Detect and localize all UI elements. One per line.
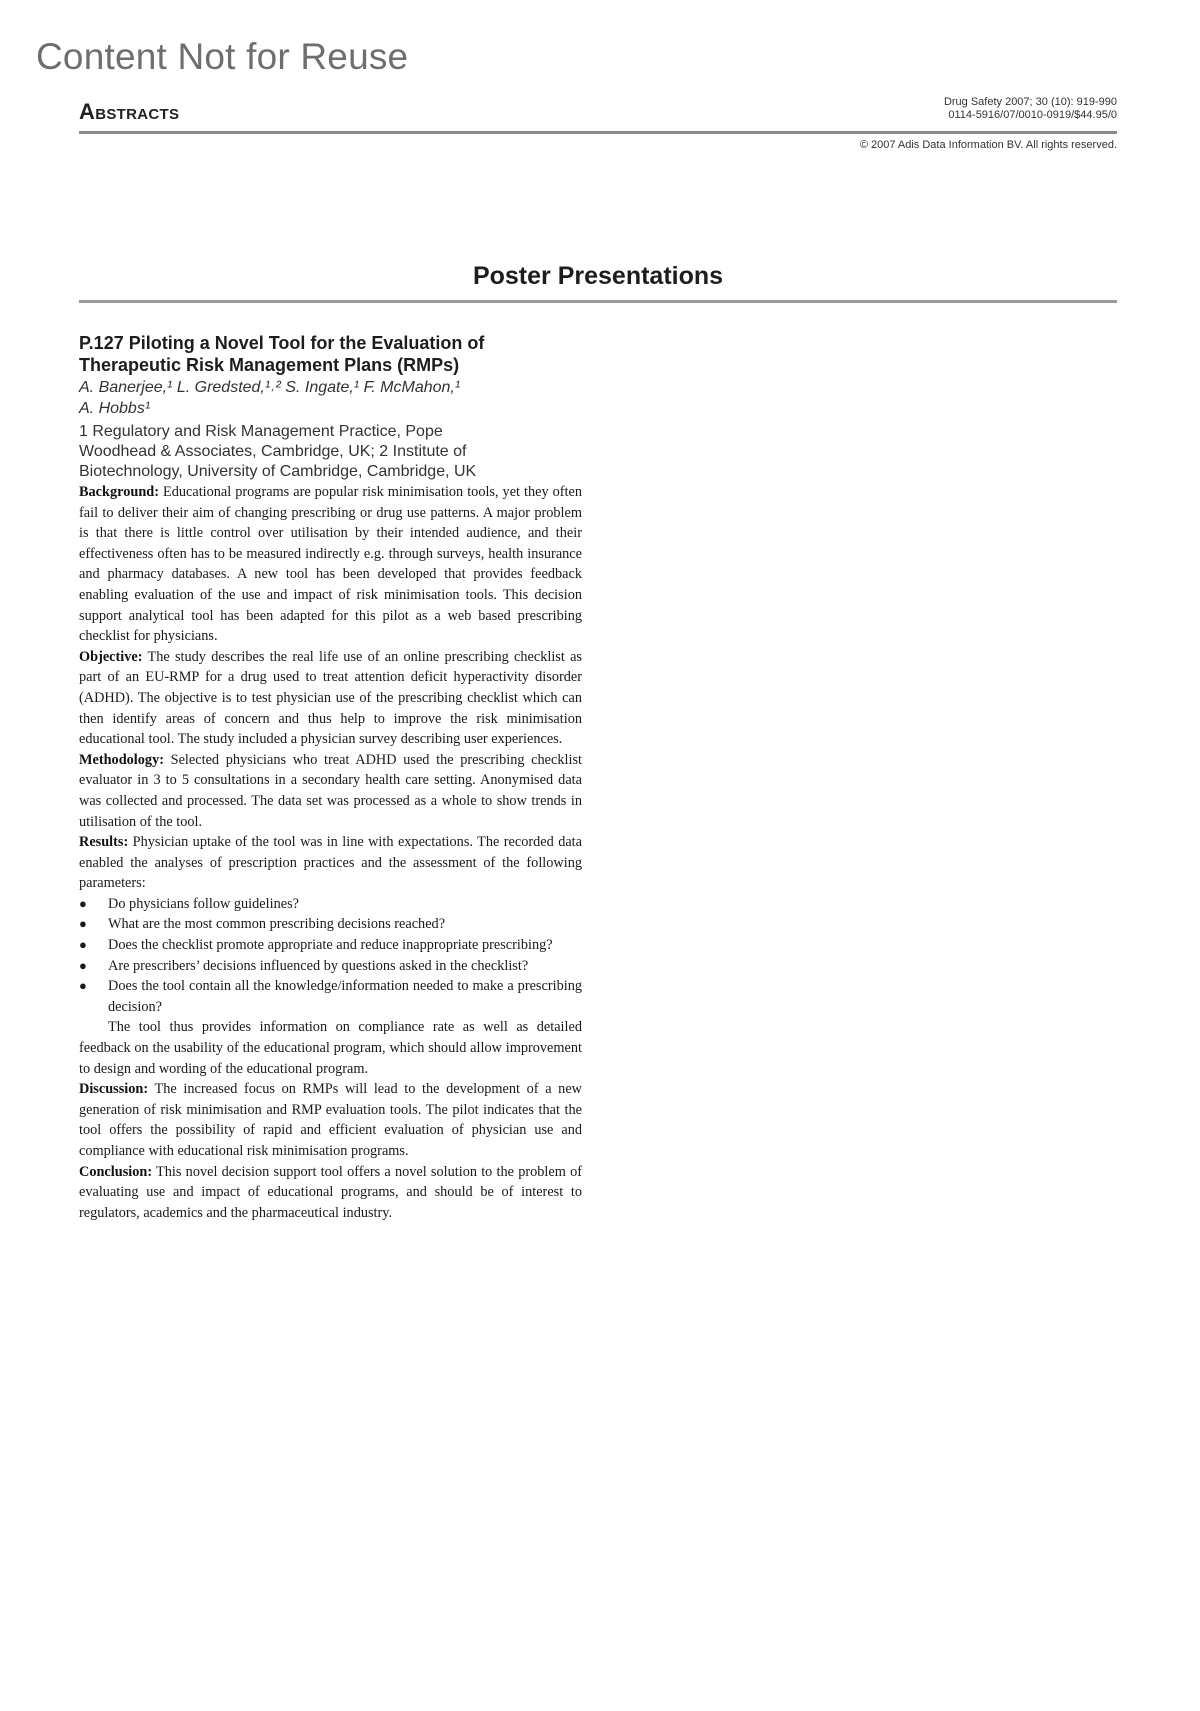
abstract [79, 332, 582, 1223]
abstract-title [79, 332, 582, 376]
discussion-label: Discussion: [79, 1081, 149, 1098]
conclusion-label: Conclusion: [79, 1163, 153, 1180]
discussion-text: The increased focus on RMPs will lead to the development of a new generation of risk minimisation and RMP evaluation tools. The pilot indicates that the tool offers the possibility of rapid and efficient evaluation of physician use and compliance with educational risk minimisation programs. [79, 1081, 582, 1159]
list-item: ● Does the tool contain all the knowledge/information needed to make a prescribing decision? [79, 978, 582, 1015]
abstract-title-line-2: Therapeutic Risk Management Plans (RMPs) [79, 355, 460, 375]
authors-line-1: A. Banerjee,¹ L. Gredsted,¹˒² S. Ingate,¹ F. McMahon,¹ [79, 379, 461, 396]
abstract-title-line-1: P.127 Piloting a Novel Tool for the Evaluation of [79, 333, 485, 353]
copyright-notice: © 2007 Adis Data Information BV. All rights reserved. [859, 139, 1117, 151]
journal-line-2: 0114-5916/07/0010-0919/$44.95/0 [948, 109, 1117, 121]
abstract-authors [79, 377, 582, 419]
header-divider [79, 131, 1117, 134]
list-item: ● What are the most common prescribing decisions reached? [79, 914, 582, 935]
methodology-text: Selected physicians who treat ADHD used the prescribing checklist evaluator in 3 to 5 consultations in a secondary health care setting. Anonymised data was collected and processed. The data set was processed as a whole to show trends in utilisation of the tool. [79, 751, 582, 830]
bullet-icon: ● [79, 957, 87, 973]
results-bullet-list [79, 894, 582, 1018]
authors-line-2: A. Hobbs¹ [79, 400, 151, 417]
conclusion-paragraph [79, 1162, 582, 1224]
watermark-text: Content Not for Reuse [36, 36, 409, 77]
objective-paragraph [79, 647, 582, 750]
methodology-paragraph [79, 750, 582, 832]
bullet-icon: ● [79, 978, 87, 994]
affiliation-line-2: Woodhead & Associates, Cambridge, UK; 2 Institute of [79, 443, 467, 460]
journal-line-1: Drug Safety 2007; 30 (10): 919-990 [943, 96, 1117, 108]
header-title: Abstracts [79, 99, 180, 124]
results-paragraph [79, 832, 582, 894]
bullet-icon: ● [79, 916, 87, 932]
methodology-label: Methodology: [79, 751, 164, 768]
list-item: ● Does the checklist promote appropriate and reduce inappropriate prescribing? [79, 935, 582, 956]
discussion-paragraph [79, 1079, 582, 1161]
section-divider [79, 300, 1117, 303]
affiliation-line-1: 1 Regulatory and Risk Management Practice, Pope [79, 423, 443, 440]
results-followup-paragraph: The tool thus provides information on compliance rate as well as detailed feedback on the usability of the educational program, which should allow improvement to design and wording of the educational program. [79, 1019, 582, 1077]
background-paragraph [79, 482, 582, 647]
journal-citation [944, 96, 1117, 122]
conclusion-text: This novel decision support tool offers a novel solution to the problem of evaluating use and impact of educational programs, and should be of interest to regulators, academics and the pharmaceutical industry. [79, 1163, 582, 1221]
background-text: Educational programs are popular risk minimisation tools, yet they often fail to deliver their aim of changing prescribing or drug use patterns. A major problem is that there is little control over utilisation by their intended audience, and their effectiveness often has to be measured indirectly e.g. through surveys, health insurance and pharmacy databases. A new tool has been developed that provides feedback enabling evaluation of the use and impact of risk minimisation tools. This decision support analytical tool has been adapted for this pilot as a web based prescribing checklist for physicians. [79, 484, 582, 645]
section-title: Poster Presentations [472, 262, 724, 290]
affiliation-line-3: Biotechnology, University of Cambridge, Cambridge, UK [79, 463, 477, 480]
objective-label: Objective: [79, 648, 143, 665]
objective-text: The study describes the real life use of an online prescribing checklist as part of an EU-RMP for a drug used to treat attention deficit hyperactivity disorder (ADHD). The objective is to test physician use of the prescribing checklist which can then identify areas of concern and thus help to improve the risk minimisation educational tool. The study included a physician survey describing user experiences. [79, 648, 582, 748]
abstract-affiliations [79, 422, 582, 482]
bullet-icon: ● [79, 937, 87, 953]
background-label: Background: [79, 484, 159, 500]
list-item: ● Are prescribers’ decisions influenced by questions asked in the checklist? [79, 956, 582, 977]
list-item: ● Do physicians follow guidelines? [79, 894, 582, 915]
bullet-icon: ● [79, 895, 87, 911]
results-text: Physician uptake of the tool was in line with expectations. The recorded data enabled the analyses of prescription practices and the assessment of the following parameters: [79, 834, 582, 892]
results-label: Results: [79, 834, 129, 851]
